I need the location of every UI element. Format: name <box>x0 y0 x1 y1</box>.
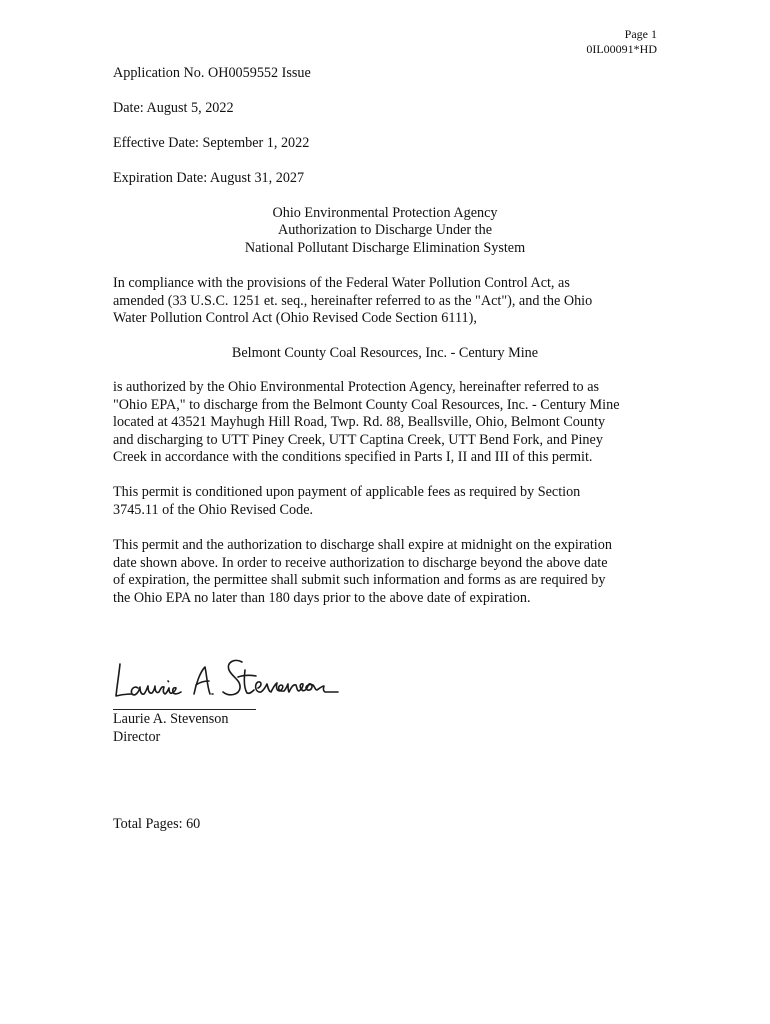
paragraph-line: of expiration, the permittee shall submit such information and forms as are required by <box>113 572 606 588</box>
application-number: Application No. OH0059552 Issue <box>113 65 311 81</box>
compliance-paragraph <box>113 275 673 328</box>
total-pages: Total Pages: 60 <box>113 816 201 832</box>
effective-date: Effective Date: September 1, 2022 <box>113 135 310 151</box>
issue-date: Date: August 5, 2022 <box>113 100 234 116</box>
paragraph-line: date shown above. In order to receive authorization to discharge beyond the above date <box>113 554 608 571</box>
paragraph-line: In compliance with the provisions of the Federal Water Pollution Control Act, as <box>113 275 570 291</box>
paragraph-line: is authorized by the Ohio Environmental Protection Agency, hereinafter referred to as <box>113 379 600 395</box>
paragraph-line: located at 43521 Mayhugh Hill Road, Twp. Rd. 88, Beallsville, Ohio, Belmont County <box>113 414 606 430</box>
signer-title: Director <box>113 729 161 745</box>
handwritten-signature <box>110 650 340 710</box>
paragraph-line: and discharging to UTT Piney Creek, UTT Captina Creek, UTT Bend Fork, and Piney <box>113 431 603 448</box>
permittee-name: Belmont County Coal Resources, Inc. - Century Mine <box>231 345 539 361</box>
document-code: 0IL00091*HD <box>586 42 657 56</box>
page-header <box>586 27 657 57</box>
paragraph-line: the Ohio EPA no later than 180 days prior to the above date of expiration. <box>113 589 531 606</box>
system-title: National Pollutant Discharge Elimination System <box>244 240 526 256</box>
authorization-paragraph <box>113 379 673 467</box>
expiration-date: Expiration Date: August 31, 2027 <box>113 170 305 186</box>
paragraph-line: "Ohio EPA," to discharge from the Belmont County Coal Resources, Inc. - Century Mine <box>113 396 620 413</box>
authorization-title: Authorization to Discharge Under the <box>277 222 493 238</box>
page-number: Page 1 <box>624 27 657 41</box>
paragraph-line: amended (33 U.S.C. 1251 et. seq., hereinafter referred to as the "Act"), and the Ohio <box>113 292 593 309</box>
signature-line <box>113 709 256 710</box>
agency-name: Ohio Environmental Protection Agency <box>272 205 498 221</box>
expiration-paragraph <box>113 537 673 607</box>
paragraph-line: This permit and the authorization to discharge shall expire at midnight on the expiration <box>113 537 612 553</box>
paragraph-line: Water Pollution Control Act (Ohio Revised Code Section 6111), <box>113 310 477 326</box>
paragraph-line: This permit is conditioned upon payment of applicable fees as required by Section <box>113 484 581 500</box>
paragraph-line: 3745.11 of the Ohio Revised Code. <box>113 501 314 518</box>
paragraph-line: Creek in accordance with the conditions specified in Parts I, II and III of this permit. <box>113 449 593 465</box>
fees-paragraph <box>113 484 673 519</box>
signer-name: Laurie A. Stevenson <box>113 711 229 727</box>
